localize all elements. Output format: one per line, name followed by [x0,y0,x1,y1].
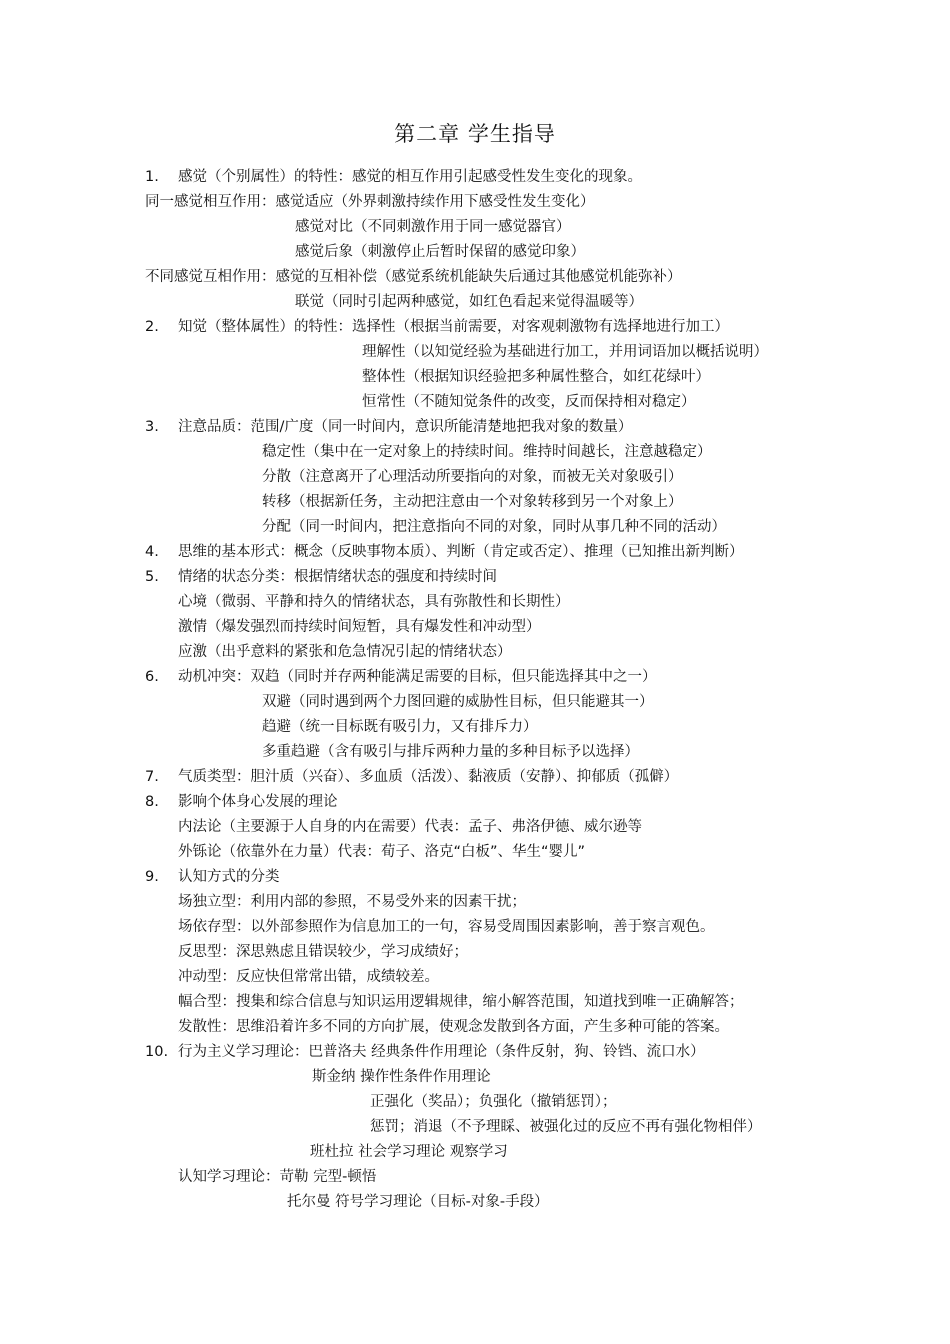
item-number: 7. [145,769,159,785]
content-line [0,915,950,940]
line-text: 多重趋避（含有吸引与排斥两种力量的多种目标予以选择） [262,744,639,760]
content-line [0,265,950,290]
line-text: 情绪的状态分类：根据情绪状态的强度和持续时间 [178,569,497,585]
content-line [0,1115,950,1140]
content-line [0,565,950,590]
line-text: 冲动型：反应快但常常出错，成绩较差。 [178,969,439,985]
line-text: 整体性（根据知识经验把多种属性整合，如红花绿叶） [362,369,710,385]
content-line [0,740,950,765]
content-line [0,1190,950,1215]
content-line [0,815,950,840]
item-number: 2. [145,319,159,335]
content-line [0,1040,950,1065]
line-text: 分配（同一时间内，把注意指向不同的对象，同时从事几种不同的活动） [262,519,726,535]
line-text: 理解性（以知觉经验为基础进行加工，并用词语加以概括说明） [362,344,768,360]
content-line [0,840,950,865]
line-text: 场依存型：以外部参照作为信息加工的一句，容易受周围因素影响，善于察言观色。 [178,919,715,935]
content-line [0,290,950,315]
line-text: 正强化（奖品）；负强化（撤销惩罚）； [370,1094,617,1110]
line-text: 心境（微弱、平静和持久的情绪状态，具有弥散性和长期性） [178,594,570,610]
content-line [0,1140,950,1165]
line-text: 稳定性（集中在一定对象上的持续时间。维持时间越长，注意越稳定） [262,444,712,460]
line-text: 联觉（同时引起两种感觉，如红色看起来觉得温暖等） [295,294,643,310]
chapter-title: 第二章 学生指导 [394,122,556,146]
line-text: 转移（根据新任务，主动把注意由一个对象转移到另一个对象上） [262,494,683,510]
line-text: 思维的基本形式：概念（反映事物本质）、判断（肯定或否定）、推理（已知推出新判断） [178,544,744,560]
content-line [0,940,950,965]
line-text: 感觉后象（刺激停止后暂时保留的感觉印象） [295,244,585,260]
line-text: 发散性：思维沿着许多不同的方向扩展，使观念发散到各方面，产生多种可能的答案。 [178,1019,729,1035]
line-text: 斯金纳 操作性条件作用理论 [312,1069,491,1085]
content-line [0,665,950,690]
content-lines [0,165,950,1215]
content-line [0,590,950,615]
content-line [0,215,950,240]
line-text: 注意品质：范围/广度（同一时间内，意识所能清楚地把我对象的数量） [178,419,633,435]
line-text: 激情（爆发强烈而持续时间短暂，具有爆发性和冲动型） [178,619,541,635]
content-line [0,390,950,415]
line-text: 感觉对比（不同刺激作用于同一感觉器官） [295,219,571,235]
content-line [0,440,950,465]
line-text: 托尔曼 符号学习理论（目标-对象-手段） [287,1194,549,1210]
line-text: 气质类型：胆汁质（兴奋）、多血质（活泼）、黏液质（安静）、抑郁质（孤僻） [178,769,679,785]
line-text: 不同感觉互相作用：感觉的互相补偿（感觉系统机能缺失后通过其他感觉机能弥补） [145,269,682,285]
line-text: 双避（同时遇到两个力图回避的威胁性目标，但只能避其一） [262,694,654,710]
line-text: 同一感觉相互作用：感觉适应（外界刺激持续作用下感受性发生变化） [145,194,595,210]
line-text: 反思型：深思熟虑且错误较少，学习成绩好； [178,944,468,960]
content-line [0,640,950,665]
content-line [0,765,950,790]
line-text: 行为主义学习理论：巴普洛夫 经典条件作用理论（条件反射，狗、铃铛、流口水） [178,1044,705,1060]
content-line [0,190,950,215]
line-text: 班杜拉 社会学习理论 观察学习 [310,1144,508,1160]
content-line [0,715,950,740]
item-number: 5. [145,569,159,585]
line-text: 惩罚；消退（不予理睬、被强化过的反应不再有强化物相伴） [370,1119,762,1135]
content-line [0,690,950,715]
content-line [0,1165,950,1190]
item-number: 9. [145,869,159,885]
line-text: 认知方式的分类 [178,869,280,885]
content-line [0,615,950,640]
line-text: 动机冲突：双趋（同时并存两种能满足需要的目标，但只能选择其中之一） [178,669,657,685]
line-text: 外铄论（依靠外在力量）代表：荀子、洛克“白板”、华生“婴儿” [178,844,586,860]
line-text: 应激（出乎意料的紧张和危急情况引起的情绪状态） [178,644,512,660]
content-line [0,240,950,265]
line-text: 趋避（统一目标既有吸引力，又有排斥力） [262,719,538,735]
item-number: 4. [145,544,159,560]
content-line [0,490,950,515]
content-line [0,890,950,915]
content-line [0,1090,950,1115]
item-number: 8. [145,794,159,810]
item-number: 10. [145,1044,169,1060]
line-text: 恒常性（不随知觉条件的改变，反而保持相对稳定） [362,394,696,410]
item-number: 3. [145,419,159,435]
line-text: 分散（注意离开了心理活动所要指向的对象，而被无关对象吸引） [262,469,683,485]
item-number: 1. [145,169,159,185]
line-text: 场独立型：利用内部的参照，不易受外来的因素干扰； [178,894,526,910]
content-line [0,1065,950,1090]
line-text: 影响个体身心发展的理论 [178,794,338,810]
content-line [0,415,950,440]
content-line [0,340,950,365]
content-line [0,540,950,565]
line-text: 知觉（整体属性）的特性：选择性（根据当前需要，对客观刺激物有选择地进行加工） [178,319,729,335]
line-text: 内法论（主要源于人自身的内在需要）代表：孟子、弗洛伊德、威尔逊等 [178,819,642,835]
content-line [0,315,950,340]
line-text: 认知学习理论：苛勒 完型-顿悟 [178,1169,377,1185]
content-line [0,515,950,540]
content-line [0,165,950,190]
content-line [0,865,950,890]
line-text: 幅合型：搜集和综合信息与知识运用逻辑规律，缩小解答范围，知道找到唯一正确解答； [178,994,744,1010]
content-line [0,990,950,1015]
content-line [0,1015,950,1040]
line-text: 感觉（个别属性）的特性：感觉的相互作用引起感受性发生变化的现象。 [178,169,642,185]
content-line [0,965,950,990]
content-line [0,465,950,490]
item-number: 6. [145,669,159,685]
content-line [0,790,950,815]
content-line [0,365,950,390]
